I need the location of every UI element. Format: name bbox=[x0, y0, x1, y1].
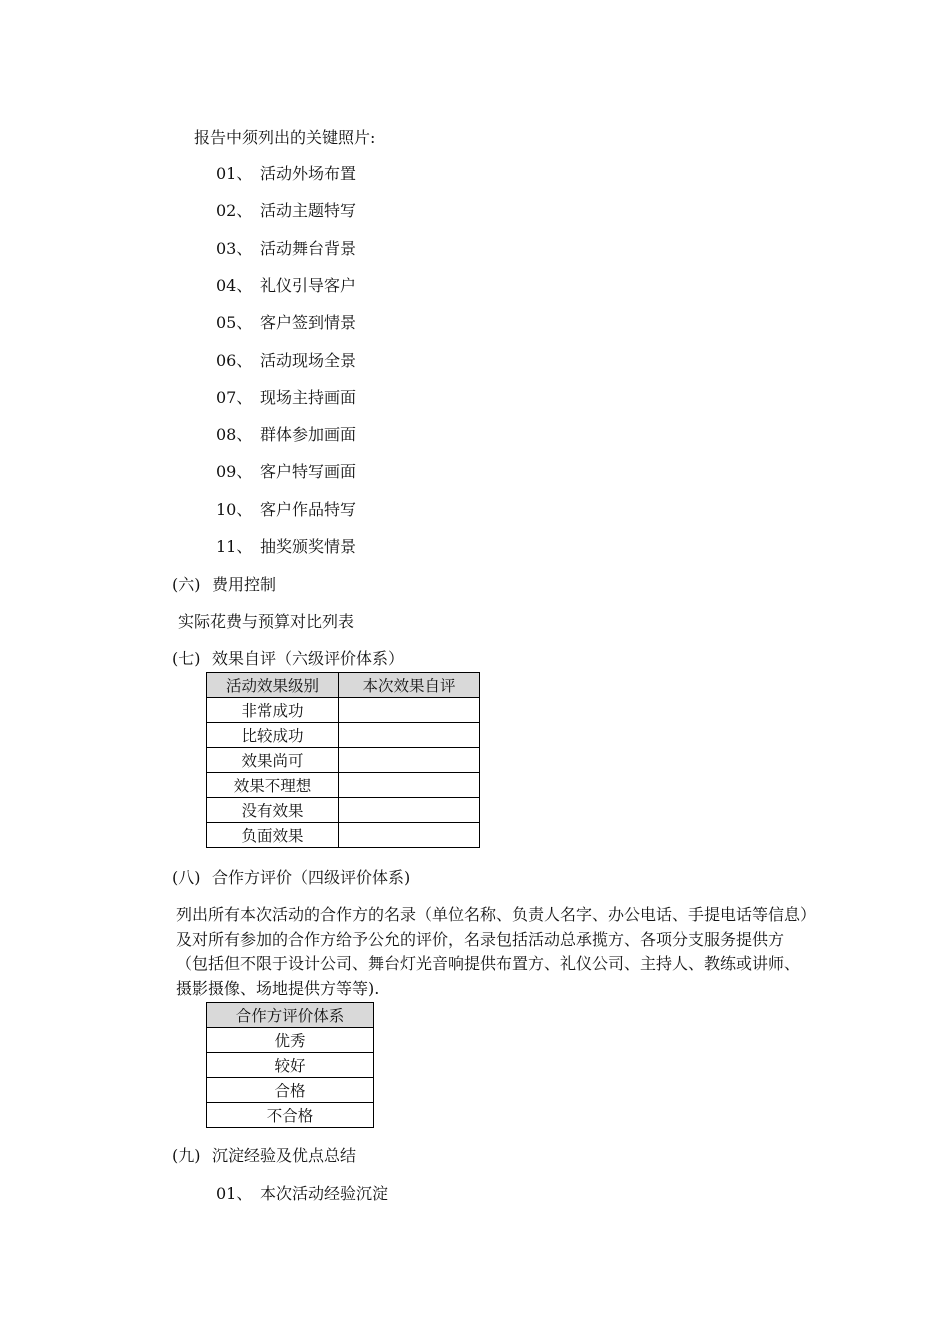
table-row bbox=[207, 823, 480, 848]
section-heading-cost bbox=[172, 575, 276, 595]
level-cell: 效果尚可 bbox=[207, 748, 339, 773]
level-cell: 没有效果 bbox=[207, 798, 339, 823]
list-item-number: 11、 bbox=[216, 537, 253, 556]
level-cell: 效果不理想 bbox=[207, 773, 339, 798]
grade-cell: 较好 bbox=[207, 1053, 374, 1078]
section-title: 费用控制 bbox=[212, 575, 277, 594]
partner-paragraph: 列出所有本次活动的合作方的名录（单位名称、负责人名字、办公电话、手提电话等信息）及对所有参加的合作方给予公允的评价，名录包括活动总承揽方、各项分支服务提供方（包括但不限于设计公司、舞台灯光音响提供布置方、礼仪公司、主持人、教练或讲师、摄影摄像、场地提供方等等). bbox=[176, 905, 809, 998]
table-row bbox=[207, 698, 480, 723]
list-item-text: 抽奖颁奖情景 bbox=[260, 537, 357, 556]
list-item bbox=[216, 537, 356, 557]
list-item-text: 客户签到情景 bbox=[260, 313, 357, 332]
list-item-number: 01、 bbox=[216, 164, 253, 183]
list-item-text: 本次活动经验沉淀 bbox=[260, 1184, 389, 1203]
grade-cell: 优秀 bbox=[207, 1028, 374, 1053]
list-item bbox=[216, 1184, 388, 1204]
list-item bbox=[216, 313, 356, 333]
table-row bbox=[207, 1053, 374, 1078]
list-item-number: 02、 bbox=[216, 201, 253, 220]
section-heading-summary bbox=[172, 1146, 356, 1166]
list-item-text: 现场主持画面 bbox=[260, 388, 357, 407]
column-header: 合作方评价体系 bbox=[207, 1003, 374, 1028]
list-item bbox=[216, 425, 356, 445]
list-item bbox=[216, 500, 356, 520]
list-item bbox=[216, 239, 356, 259]
list-item-text: 活动舞台背景 bbox=[260, 239, 357, 258]
section-number: (七) bbox=[172, 649, 201, 668]
rating-cell[interactable] bbox=[339, 723, 480, 748]
rating-cell[interactable] bbox=[339, 823, 480, 848]
section-title: 沉淀经验及优点总结 bbox=[212, 1146, 357, 1165]
list-item-number: 06、 bbox=[216, 351, 253, 370]
list-item-text: 礼仪引导客户 bbox=[260, 276, 357, 295]
list-item bbox=[216, 164, 356, 184]
list-item-number: 01、 bbox=[216, 1184, 253, 1203]
table-row bbox=[207, 798, 480, 823]
table-row bbox=[207, 723, 480, 748]
list-item-number: 05、 bbox=[216, 313, 253, 332]
list-item-number: 09、 bbox=[216, 462, 253, 481]
table-header-row bbox=[207, 1003, 374, 1028]
list-item bbox=[216, 201, 356, 221]
list-item-number: 08、 bbox=[216, 425, 253, 444]
list-item-text: 客户作品特写 bbox=[260, 500, 357, 519]
rating-cell[interactable] bbox=[339, 798, 480, 823]
list-item-text: 活动现场全景 bbox=[260, 351, 357, 370]
rating-cell[interactable] bbox=[339, 773, 480, 798]
self-eval-table bbox=[206, 672, 480, 848]
grade-cell: 合格 bbox=[207, 1078, 374, 1103]
list-item bbox=[216, 351, 356, 371]
list-item-text: 活动外场布置 bbox=[260, 164, 357, 183]
section-heading-partner-eval bbox=[172, 868, 410, 888]
column-header: 本次效果自评 bbox=[339, 673, 480, 698]
section-number: (九) bbox=[172, 1146, 201, 1165]
list-item bbox=[216, 462, 356, 482]
list-item-number: 10、 bbox=[216, 500, 253, 519]
column-header: 活动效果级别 bbox=[207, 673, 339, 698]
list-item bbox=[216, 276, 356, 296]
section-heading-self-eval bbox=[172, 649, 404, 669]
table-row bbox=[207, 748, 480, 773]
section-number: (六) bbox=[172, 575, 201, 594]
list-item-number: 04、 bbox=[216, 276, 253, 295]
photos-intro: 报告中须列出的关键照片: bbox=[194, 128, 376, 147]
list-item-text: 活动主题特写 bbox=[260, 201, 357, 220]
section-title: 效果自评（六级评价体系） bbox=[212, 649, 405, 668]
section-title: 合作方评价（四级评价体系) bbox=[212, 868, 411, 887]
list-item-text: 群体参加画面 bbox=[260, 425, 357, 444]
level-cell: 比较成功 bbox=[207, 723, 339, 748]
list-item-text: 客户特写画面 bbox=[260, 462, 357, 481]
list-item-number: 07、 bbox=[216, 388, 253, 407]
table-row bbox=[207, 1103, 374, 1128]
grade-cell: 不合格 bbox=[207, 1103, 374, 1128]
list-item bbox=[216, 388, 356, 408]
cost-body: 实际花费与预算对比列表 bbox=[178, 612, 355, 631]
table-header-row bbox=[207, 673, 480, 698]
section-number: (八) bbox=[172, 868, 201, 887]
level-cell: 非常成功 bbox=[207, 698, 339, 723]
partner-eval-table bbox=[206, 1002, 374, 1128]
list-item-number: 03、 bbox=[216, 239, 253, 258]
rating-cell[interactable] bbox=[339, 748, 480, 773]
rating-cell[interactable] bbox=[339, 698, 480, 723]
table-row bbox=[207, 1028, 374, 1053]
table-row bbox=[207, 773, 480, 798]
level-cell: 负面效果 bbox=[207, 823, 339, 848]
table-row bbox=[207, 1078, 374, 1103]
